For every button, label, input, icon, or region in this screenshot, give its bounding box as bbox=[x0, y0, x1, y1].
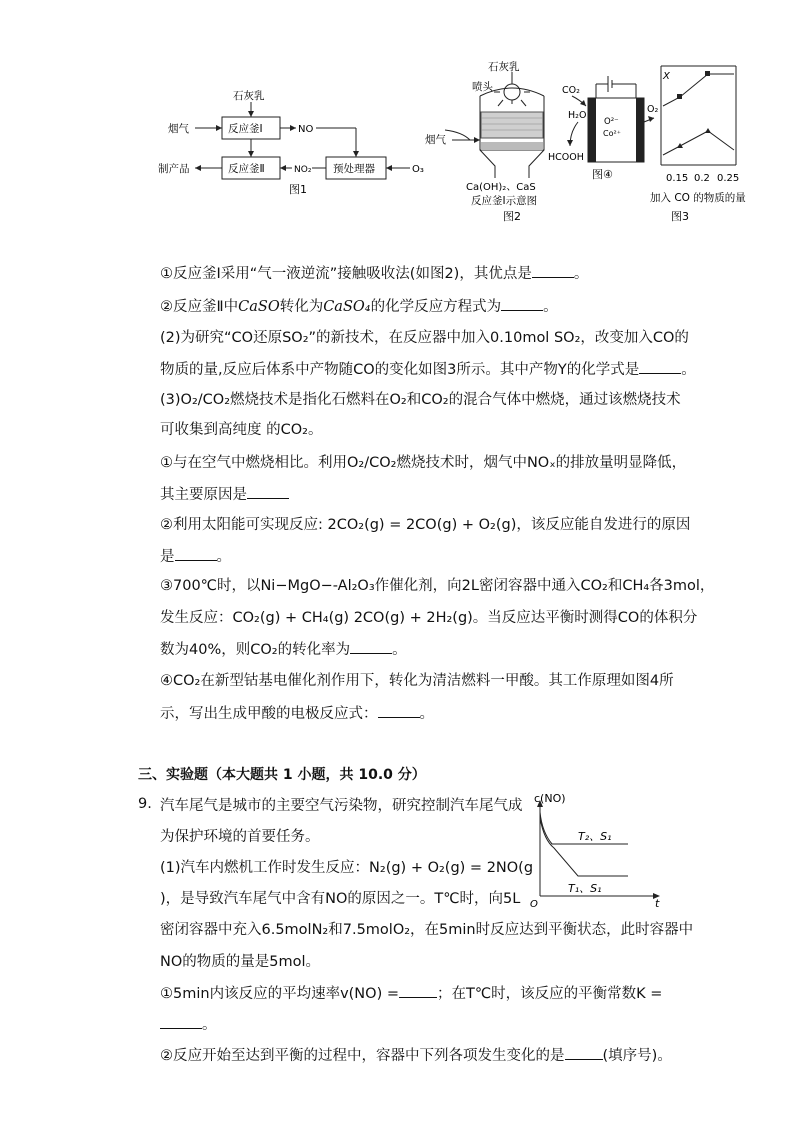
q9-line-3: (1)汽车内燃机工作时发生反应：N₂(g) + O₂(g) = 2NO(g bbox=[160, 860, 534, 876]
fig4-h2o-label: H₂O bbox=[568, 110, 587, 121]
fig1-lime-label: 石灰乳 bbox=[233, 90, 265, 102]
fig1-pre-label: 预处理器 bbox=[333, 163, 375, 175]
fig3-series-y bbox=[663, 131, 734, 155]
q9-line-5: 密闭容器中充入6.5molN₂和7.5molO₂，在5min时反应达到平衡状态，此时容器中 bbox=[160, 922, 694, 938]
fig3-y-label: X bbox=[663, 71, 670, 82]
fig4-co2-label: CO₂ bbox=[562, 85, 580, 96]
cathode-plate bbox=[588, 98, 596, 162]
l2-end: 。 bbox=[543, 299, 558, 315]
l15-end: 。 bbox=[419, 706, 434, 722]
l2-text-c: 的化学反应方程式为 bbox=[370, 299, 502, 315]
fig4-o2-label: O₂ bbox=[647, 104, 659, 115]
fig5-curve-t1 bbox=[540, 818, 628, 876]
q9-line-4: )，是导致汽车尾气中含有NO的原因之一。T℃时，向5L bbox=[160, 891, 521, 907]
fig3-tick-2: 0.2 bbox=[694, 173, 710, 184]
answer-blank-7[interactable] bbox=[378, 703, 420, 718]
l2-text-b: 转化为 bbox=[279, 299, 324, 315]
l2-text-a: ②反应釜Ⅱ中 bbox=[160, 299, 239, 315]
answer-blank-10[interactable] bbox=[565, 1045, 603, 1060]
fig4-o2minus-label: O²⁻ bbox=[604, 117, 619, 127]
q9-line-8 bbox=[160, 1014, 217, 1035]
l2-formula-2: CaSO₄ bbox=[323, 299, 371, 315]
l4-end: 。 bbox=[681, 362, 696, 378]
l4-text: 物质的量,反应后体系中产物随CO的变化如图3所示。其中产物Y的化学式是 bbox=[160, 362, 640, 378]
question-line-4 bbox=[160, 359, 696, 380]
fig2-flue-label: 烟气 bbox=[425, 134, 446, 146]
q9-line-9 bbox=[160, 1045, 672, 1066]
fig4-caption: 图④ bbox=[592, 168, 613, 181]
fig1-byproduct-label: 制产品 bbox=[158, 163, 190, 175]
question-line-3: (2)为研究“CO还原SO₂”的新技术，在反应器中加入0.10mol SO₂，改变加入CO的 bbox=[160, 330, 689, 346]
fig1-o3-label: O₃ bbox=[412, 164, 424, 175]
figures-area bbox=[0, 0, 794, 240]
fig2-nozzle-label: 喷头 bbox=[472, 81, 493, 93]
l2-formula-1: CaSO bbox=[238, 299, 280, 315]
fig1-no2-label: NO₂ bbox=[294, 165, 312, 175]
fig1-kettle1-label: 反应釜Ⅰ bbox=[228, 123, 263, 135]
fig1-no-label: NO bbox=[298, 124, 314, 135]
answer-blank-4[interactable] bbox=[247, 484, 289, 499]
q7-text-b: ；在T℃时，该反应的平衡常数K = bbox=[436, 986, 663, 1002]
l13-text: 数为40%，则CO₂的转化率为 bbox=[160, 642, 351, 658]
packing-bed bbox=[481, 112, 543, 138]
l15-text: 示，写出生成甲酸的电极反应式： bbox=[160, 706, 378, 722]
fig2-title-label: 反应釜Ⅰ示意图 bbox=[471, 195, 538, 207]
figure-5-cno-graph bbox=[528, 792, 668, 912]
fig3-point-b bbox=[677, 94, 682, 99]
question-line-1 bbox=[160, 263, 588, 284]
q8-end: 。 bbox=[202, 1017, 217, 1033]
question-line-2 bbox=[160, 296, 558, 317]
question-line-13 bbox=[160, 639, 407, 660]
q9-text-b: (填序号)。 bbox=[602, 1048, 672, 1064]
q9-line-2: 为保护环境的首要任务。 bbox=[160, 829, 320, 845]
fig2-bottom-label: Ca(OH)₂、CaS bbox=[466, 182, 536, 193]
answer-blank-6[interactable] bbox=[350, 639, 392, 654]
q9-line-1: 汽车尾气是城市的主要空气污染物，研究控制汽车尾气成 bbox=[160, 798, 523, 814]
answer-blank-1[interactable] bbox=[532, 263, 574, 278]
fig3-tick-1: 0.15 bbox=[666, 173, 689, 184]
fig4-hcooh-label: HCOOH bbox=[548, 152, 584, 163]
l10-text: 是 bbox=[160, 549, 175, 565]
nozzle-icon bbox=[504, 84, 520, 100]
fig3-point-c bbox=[705, 128, 711, 133]
question-line-14: ④CO₂在新型钴基电催化剂作用下，转化为清洁燃料一甲酸。其工作原理如图4所 bbox=[160, 673, 674, 689]
l13-end: 。 bbox=[392, 642, 407, 658]
question-number: 9. bbox=[138, 796, 152, 812]
fig3-point-d bbox=[677, 143, 683, 148]
fig2-caption: 图2 bbox=[503, 210, 521, 223]
answer-blank-8[interactable] bbox=[399, 983, 437, 998]
fig1-kettle2-label: 反应釜Ⅱ bbox=[228, 163, 265, 175]
fig4-co-ion-label: Co²⁺ bbox=[603, 129, 621, 138]
q9-line-6: NO的物质的量是5mol。 bbox=[160, 954, 321, 970]
q9-line-7 bbox=[160, 983, 662, 1004]
question-line-5: (3)O₂/CO₂燃烧技术是指化石燃料在O₂和CO₂的混合气体中燃烧，通过该燃烧技术 bbox=[160, 392, 681, 408]
fig1-caption: 图1 bbox=[289, 183, 307, 196]
question-line-8 bbox=[160, 484, 289, 505]
answer-blank-9[interactable] bbox=[160, 1014, 202, 1029]
fig5-curve-t1-label: T₁、S₁ bbox=[568, 882, 602, 895]
fig3-x-label: 加入 CO 的物质的量 bbox=[650, 192, 746, 204]
question-line-15 bbox=[160, 703, 434, 724]
fig3-tick-3: 0.25 bbox=[717, 173, 740, 184]
answer-blank-3[interactable] bbox=[639, 359, 681, 374]
fig2-lime-label: 石灰乳 bbox=[488, 61, 520, 73]
fig1-flue-label: 烟气 bbox=[168, 123, 189, 135]
fig5-x-label: t bbox=[655, 897, 660, 910]
fig5-y-label: c(NO) bbox=[534, 792, 566, 805]
fig3-point-a bbox=[705, 71, 710, 76]
answer-blank-5[interactable] bbox=[175, 546, 217, 561]
figure-3-chart bbox=[661, 66, 736, 165]
section-heading: 三、实验题（本大题共 1 小题，共 10.0 分） bbox=[138, 767, 426, 783]
fig3-series-x bbox=[663, 74, 734, 106]
l10-end: 。 bbox=[216, 549, 231, 565]
question-line-7: ①与在空气中燃烧相比。利用O₂/CO₂燃烧技术时，烟气中NOₓ的排放量明显降低， bbox=[160, 455, 687, 471]
question-line-10 bbox=[160, 546, 231, 567]
fig3-caption: 图3 bbox=[671, 210, 689, 223]
question-line-12: 发生反应：CO₂(g) + CH₄(g) 2CO(g) + 2H₂(g)。当反应达平衡时测得CO的体积分 bbox=[160, 610, 698, 626]
q7-text-a: ①5min内该反应的平均速率v(NO) = bbox=[160, 986, 399, 1002]
question-line-11: ③700℃时，以Ni−MgO−-Al₂O₃作催化剂，向2L密闭容器中通入CO₂和CH₄各3mol， bbox=[160, 578, 715, 594]
l1-end: 。 bbox=[573, 266, 589, 282]
q9-text-a: ②反应开始至达到平衡的过程中，容器中下列各项发生变化的是 bbox=[160, 1048, 565, 1064]
l1-text: ①反应釜Ⅰ采用“气一液逆流”接触吸收法(如图2)，其优点是 bbox=[160, 266, 532, 282]
question-line-6: 可收集到高纯度 的CO₂。 bbox=[160, 422, 323, 438]
fig5-origin-label: O bbox=[530, 899, 538, 910]
question-line-9: ②利用太阳能可实现反应: 2CO₂(g) = 2CO(g) + O₂(g)，该反应能自发进行的原因 bbox=[160, 517, 691, 533]
answer-blank-2[interactable] bbox=[501, 296, 543, 311]
anode-plate bbox=[636, 98, 644, 162]
l8-text: 其主要原因是 bbox=[160, 487, 247, 503]
fig5-curve-t2-label: T₂、S₁ bbox=[578, 830, 612, 843]
